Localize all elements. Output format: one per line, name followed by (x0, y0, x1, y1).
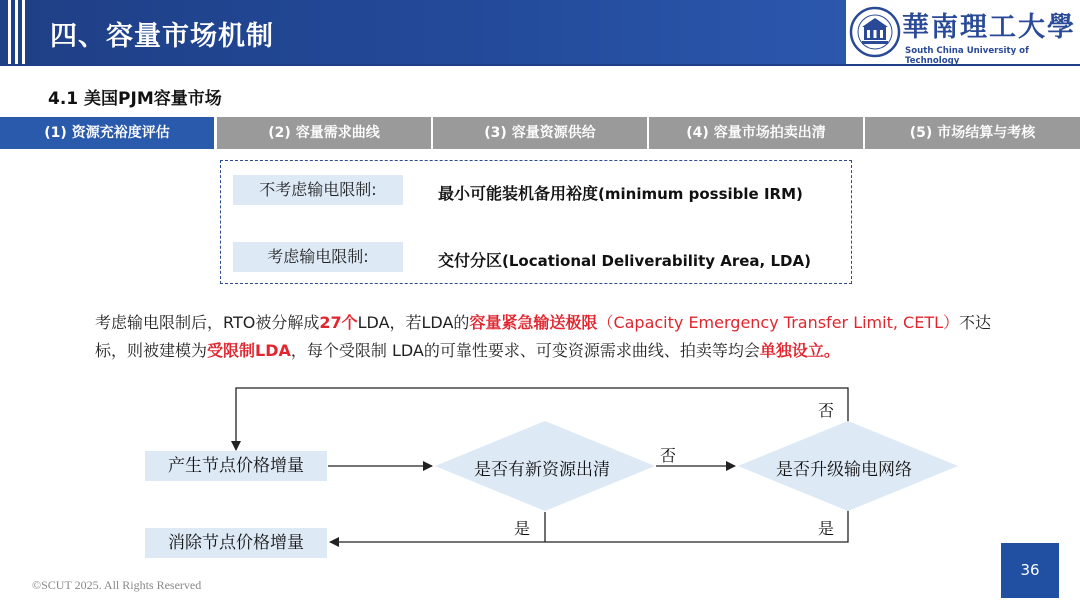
decision-upgrade-text: 是否升级输电网络 (776, 460, 912, 480)
definition-value (438, 248, 811, 271)
highlight-text: 27个 (319, 313, 358, 332)
definition-label: 考虑输电限制: (233, 242, 403, 272)
decision-new-resource-text: 是否有新资源出清 (474, 460, 610, 480)
tab-label: (1) 资源充裕度评估 (44, 125, 170, 141)
arrow-yes-upgrade (330, 510, 848, 542)
definition-value-en: (Locational Deliverability Area, LDA) (502, 252, 811, 270)
tab-label: (4) 容量市场拍卖出清 (686, 125, 826, 141)
header-stripe (8, 0, 11, 64)
tab-resource-adequacy[interactable] (0, 117, 214, 149)
label-no: 否 (660, 446, 677, 465)
tab-resource-supply[interactable] (433, 117, 647, 149)
slide-header (0, 0, 1080, 66)
explanation-paragraph (95, 309, 1025, 365)
tab-settlement[interactable] (865, 117, 1080, 149)
copyright-footer: ©SCUT 2025. All Rights Reserved (32, 578, 202, 592)
text-run: LDA，若LDA的 (357, 313, 470, 332)
header-stripe (22, 0, 25, 64)
text-run: 标，则被建模为 (95, 341, 208, 360)
box-generate-increment: 产生节点价格增量 (145, 451, 327, 481)
highlight-text: 受限制LDA (207, 341, 291, 360)
definition-value-en: (minimum possible IRM) (598, 185, 803, 203)
label-no: 否 (818, 401, 835, 420)
page-number: 36 (1001, 543, 1059, 598)
university-name-cn: 華南理工大學 (902, 12, 1076, 43)
highlight-text: （Capacity Emergency Transfer Limit, CETL） (597, 313, 960, 332)
tab-demand-curve[interactable] (217, 117, 431, 149)
tab-label: (5) 市场结算与考核 (909, 125, 1036, 141)
tab-auction-clearing[interactable] (649, 117, 863, 149)
definition-label: 不考虑输电限制: (233, 175, 403, 205)
highlight-text: 容量紧急输送极限 (469, 313, 598, 332)
label-yes: 是 (514, 519, 531, 538)
definition-value-cn: 最小可能装机备用裕度 (438, 184, 599, 203)
definition-value (438, 181, 803, 204)
text-run: ，每个受限制 LDA的可靠性要求、可变资源需求曲线、拍卖等均会 (290, 341, 760, 360)
scut-emblem-icon (849, 6, 901, 58)
header-stripe (15, 0, 18, 64)
slide-title: 四、容量市场机制 (50, 21, 274, 52)
text-run: 不达 (959, 313, 992, 332)
text-run: 考虑输电限制后，RTO被分解成 (95, 313, 320, 332)
label-yes: 是 (818, 519, 835, 538)
definition-value-cn: 交付分区 (438, 251, 503, 270)
tab-label: (2) 容量需求曲线 (268, 125, 380, 141)
step-tab-bar (0, 117, 1080, 149)
tab-label: (3) 容量资源供给 (484, 125, 596, 141)
highlight-text: 单独设立。 (759, 341, 840, 360)
box-eliminate-increment: 消除节点价格增量 (145, 528, 327, 558)
section-subtitle: 4.1 美国PJM容量市场 (48, 89, 222, 109)
university-name-en: South China University of Technology (905, 46, 1029, 66)
